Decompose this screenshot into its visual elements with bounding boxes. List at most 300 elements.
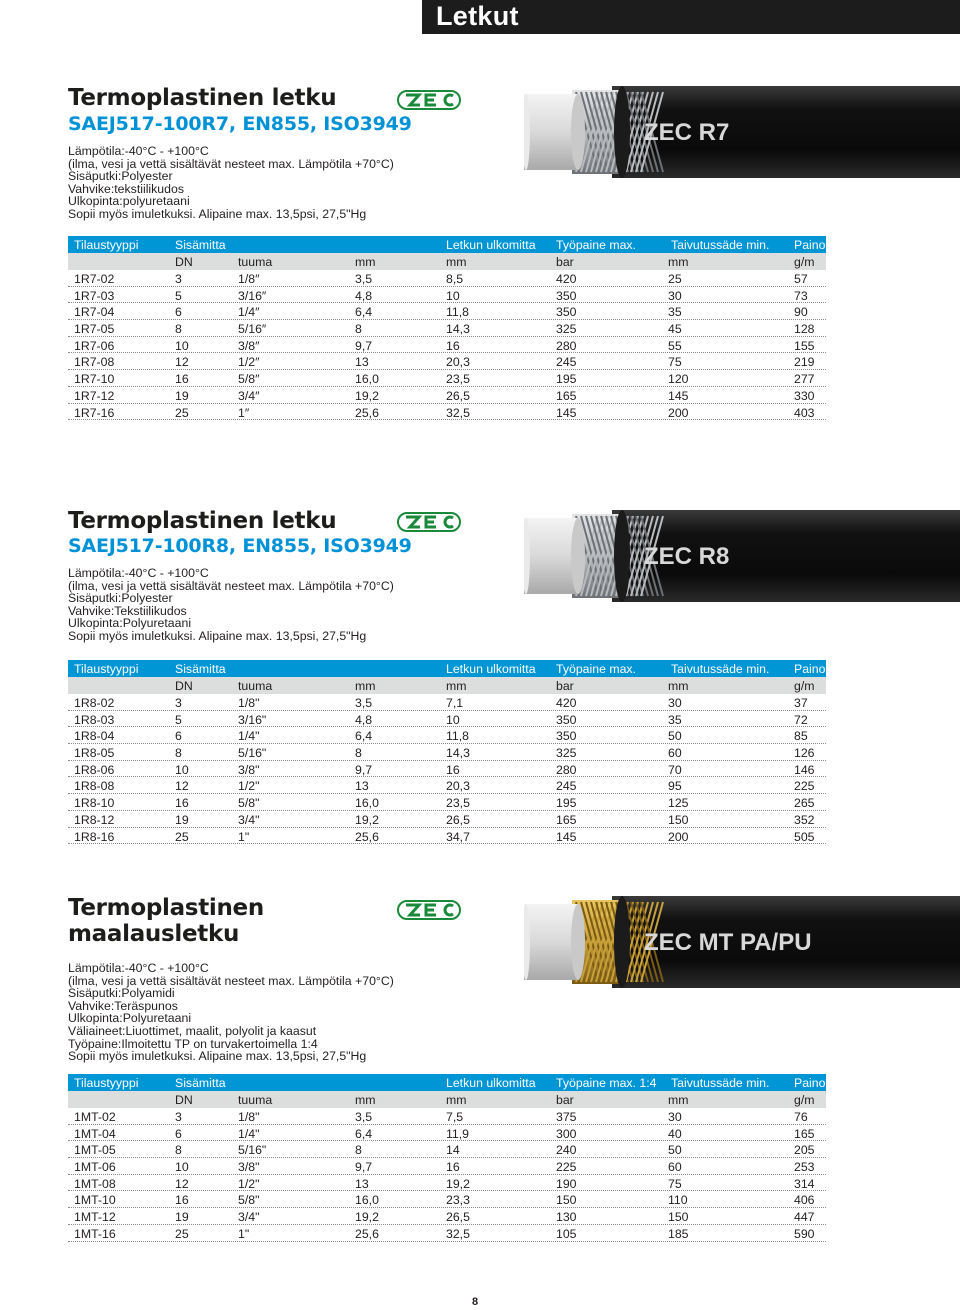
spec-value: Polyuretaani bbox=[122, 1011, 192, 1026]
spec-key: Lämpötila: bbox=[68, 144, 125, 158]
section-title-line: maalausletku bbox=[68, 921, 240, 947]
table-cell: 5/16″ bbox=[238, 322, 267, 337]
table-cell: 205 bbox=[794, 1143, 815, 1158]
table-cell: 76 bbox=[794, 1110, 808, 1124]
table-unit-cell: mm bbox=[355, 679, 376, 693]
table-cell: 13 bbox=[355, 355, 369, 370]
table-cell: 14,3 bbox=[446, 746, 470, 761]
table-cell: 20,3 bbox=[446, 355, 470, 370]
table-cell: 155 bbox=[794, 338, 815, 353]
table-cell: 57 bbox=[794, 272, 808, 286]
table-unit-cell: DN bbox=[175, 679, 193, 693]
table-cell: 9,7 bbox=[355, 338, 373, 353]
table-cell: 300 bbox=[556, 1126, 577, 1141]
table-cell: 350 bbox=[556, 729, 577, 744]
table-row bbox=[68, 337, 826, 354]
table-row bbox=[68, 694, 826, 711]
spec-value: polyuretaani bbox=[122, 194, 190, 209]
table-cell: 3/16″ bbox=[238, 288, 267, 303]
table-cell: 225 bbox=[794, 779, 815, 794]
spec-list bbox=[68, 962, 394, 1063]
section-title bbox=[68, 895, 264, 947]
spec-value: Polyester bbox=[121, 169, 173, 184]
table-cell: 8 bbox=[355, 1143, 362, 1158]
table-cell: 5 bbox=[175, 712, 182, 727]
spec-value: Sopii myös imuletkuksi. Alipaine max. 13,5psi, 27,5"Hg bbox=[68, 628, 367, 643]
table-row bbox=[68, 794, 826, 811]
table-cell: 128 bbox=[794, 322, 815, 337]
table-cell: 90 bbox=[794, 305, 808, 320]
table-unit-cell: bar bbox=[556, 1093, 574, 1107]
table-cell: 1/4" bbox=[238, 1126, 260, 1141]
table-cell: 60 bbox=[668, 746, 682, 761]
table-cell: 505 bbox=[794, 829, 815, 844]
hose-image bbox=[524, 892, 960, 992]
table-cell: 1R8-04 bbox=[74, 729, 115, 744]
table-cell: 8 bbox=[175, 1143, 182, 1158]
table-cell: 105 bbox=[556, 1226, 577, 1241]
table-cell: 1R8-03 bbox=[74, 712, 115, 727]
table-cell: 185 bbox=[668, 1226, 689, 1241]
spec-value: Sopii myös imuletkuksi. Alipaine max. 13,5psi, 27,5"Hg bbox=[68, 1049, 367, 1064]
table-unit-cell: DN bbox=[175, 255, 193, 269]
table-cell: 330 bbox=[794, 388, 815, 403]
spec-value: (ilma, vesi ja vettä sisältävät nesteet max. Lämpötila +70°C) bbox=[68, 578, 394, 593]
table-header-cell: Taivutussäde min. bbox=[671, 662, 770, 676]
table-cell: 1" bbox=[238, 1226, 250, 1241]
table-cell: 280 bbox=[556, 338, 577, 353]
spec-key: Ulkopinta: bbox=[68, 194, 123, 209]
table-row bbox=[68, 353, 826, 370]
table-cell: 8,5 bbox=[446, 272, 464, 286]
table-row bbox=[68, 744, 826, 761]
spec-key: Sisäputki: bbox=[68, 169, 122, 184]
table-cell: 1R7-08 bbox=[74, 355, 115, 370]
table-cell: 35 bbox=[668, 305, 682, 320]
table-cell: 19,2 bbox=[446, 1176, 470, 1191]
table-cell: 195 bbox=[556, 372, 577, 387]
table-cell: 1MT-16 bbox=[74, 1226, 116, 1241]
table-cell: 1R8-08 bbox=[74, 779, 115, 794]
table-cell: 75 bbox=[668, 1176, 682, 1191]
table-cell: 590 bbox=[794, 1226, 815, 1241]
table-cell: 55 bbox=[668, 338, 682, 353]
spec-key: Ulkopinta: bbox=[68, 616, 123, 631]
table-cell: 25,6 bbox=[355, 405, 379, 420]
table-unit-cell: mm bbox=[355, 255, 376, 269]
table-cell: 85 bbox=[794, 729, 808, 744]
table-cell: 19,2 bbox=[355, 812, 379, 827]
table-cell: 75 bbox=[668, 355, 682, 370]
table-cell: 32,5 bbox=[446, 1226, 470, 1241]
table-cell: 1″ bbox=[238, 405, 250, 420]
table-cell: 240 bbox=[556, 1143, 577, 1158]
table-header-cell: Työpaine max. bbox=[556, 238, 636, 252]
hose-label: ZEC MT PA/PU bbox=[644, 929, 812, 956]
table-cell: 13 bbox=[355, 779, 369, 794]
table-cell: 32,5 bbox=[446, 405, 470, 420]
table-cell: 10 bbox=[175, 338, 189, 353]
table-row bbox=[68, 1191, 826, 1208]
table-cell: 277 bbox=[794, 372, 815, 387]
table-cell: 1MT-05 bbox=[74, 1143, 116, 1158]
table-unit-cell: mm bbox=[446, 255, 467, 269]
table-header-cell: Sisämitta bbox=[175, 238, 226, 252]
table-cell: 165 bbox=[794, 1126, 815, 1141]
spec-list bbox=[68, 145, 394, 221]
table-header-cell: Letkun ulkomitta bbox=[446, 238, 536, 252]
table-cell: 72 bbox=[794, 712, 808, 727]
table-cell: 8 bbox=[355, 746, 362, 761]
table-unit-cell: tuuma bbox=[238, 255, 273, 269]
section-subtitle: SAEJ517-100R7, EN855, ISO3949 bbox=[68, 113, 412, 135]
table-cell: 1R8-12 bbox=[74, 812, 115, 827]
table-cell: 325 bbox=[556, 322, 577, 337]
table-row bbox=[68, 320, 826, 337]
table-cell: 7,1 bbox=[446, 696, 464, 710]
table-cell: 19 bbox=[175, 812, 189, 827]
table-cell: 16 bbox=[446, 1160, 460, 1175]
page-number: 8 bbox=[472, 1296, 479, 1308]
table-cell: 420 bbox=[556, 272, 577, 286]
table-cell: 245 bbox=[556, 355, 577, 370]
table-cell: 447 bbox=[794, 1210, 815, 1225]
table-cell: 1R7-06 bbox=[74, 338, 115, 353]
table-cell: 9,7 bbox=[355, 1160, 373, 1175]
spec-key: Vahvike: bbox=[68, 998, 115, 1013]
table-cell: 219 bbox=[794, 355, 815, 370]
table-cell: 350 bbox=[556, 305, 577, 320]
table-header-cell: Paino bbox=[794, 662, 826, 676]
table-unit-cell: g/m bbox=[794, 1093, 815, 1107]
table-cell: 4,8 bbox=[355, 288, 373, 303]
spec-table bbox=[68, 236, 826, 420]
table-cell: 12 bbox=[175, 1176, 189, 1191]
table-cell: 25,6 bbox=[355, 829, 379, 844]
table-cell: 1/8" bbox=[238, 1110, 260, 1124]
table-header-row bbox=[68, 660, 826, 677]
table-cell: 25 bbox=[175, 829, 189, 844]
table-cell: 14 bbox=[446, 1143, 460, 1158]
table-header-row bbox=[68, 236, 826, 253]
section-title bbox=[68, 85, 336, 111]
table-cell: 130 bbox=[556, 1210, 577, 1225]
table-header-cell: Paino bbox=[794, 238, 826, 252]
table-cell: 25 bbox=[175, 1226, 189, 1241]
table-cell: 150 bbox=[668, 1210, 689, 1225]
table-cell: 145 bbox=[556, 405, 577, 420]
table-cell: 314 bbox=[794, 1176, 815, 1191]
spec-key: Lämpötila: bbox=[68, 961, 125, 975]
table-cell: 1R7-16 bbox=[74, 405, 115, 420]
table-row bbox=[68, 811, 826, 828]
table-row bbox=[68, 1141, 826, 1158]
table-cell: 6,4 bbox=[355, 305, 373, 320]
table-cell: 60 bbox=[668, 1160, 682, 1175]
table-cell: 3/4" bbox=[238, 812, 260, 827]
spec-key: Väliaineet: bbox=[68, 1023, 126, 1038]
table-cell: 11,9 bbox=[446, 1126, 470, 1141]
table-header-cell: Tilaustyyppi bbox=[74, 1076, 139, 1090]
table-cell: 26,5 bbox=[446, 388, 470, 403]
table-cell: 1/2" bbox=[238, 779, 260, 794]
hose-image bbox=[524, 506, 960, 606]
table-unit-cell: mm bbox=[355, 1093, 376, 1107]
table-unit-cell: bar bbox=[556, 679, 574, 693]
spec-table bbox=[68, 1074, 826, 1242]
zec-logo bbox=[397, 900, 461, 920]
table-cell: 126 bbox=[794, 746, 815, 761]
table-row bbox=[68, 270, 826, 287]
table-unit-cell: DN bbox=[175, 1093, 193, 1107]
table-cell: 325 bbox=[556, 746, 577, 761]
table-cell: 145 bbox=[668, 388, 689, 403]
table-cell: 16,0 bbox=[355, 1193, 379, 1208]
spec-key: Vahvike: bbox=[68, 181, 115, 196]
table-cell: 8 bbox=[175, 322, 182, 337]
table-cell: 37 bbox=[794, 696, 808, 710]
table-cell: 165 bbox=[556, 812, 577, 827]
table-cell: 6 bbox=[175, 729, 182, 744]
table-cell: 5 bbox=[175, 288, 182, 303]
table-cell: 280 bbox=[556, 762, 577, 777]
table-header-cell: Sisämitta bbox=[175, 1076, 226, 1090]
table-header-cell: Taivutussäde min. bbox=[671, 1076, 770, 1090]
spec-value: Polyuretaani bbox=[122, 616, 192, 631]
table-cell: 73 bbox=[794, 288, 808, 303]
table-cell: 19 bbox=[175, 1210, 189, 1225]
table-cell: 150 bbox=[556, 1193, 577, 1208]
table-cell: 14,3 bbox=[446, 322, 470, 337]
table-row bbox=[68, 370, 826, 387]
table-row bbox=[68, 404, 826, 421]
spec-value: (ilma, vesi ja vettä sisältävät nesteet max. Lämpötila +70°C) bbox=[68, 156, 394, 171]
table-cell: 16 bbox=[175, 796, 189, 811]
table-cell: 1/8″ bbox=[238, 272, 260, 286]
table-cell: 1MT-04 bbox=[74, 1126, 116, 1141]
table-cell: 6 bbox=[175, 305, 182, 320]
table-cell: 10 bbox=[446, 712, 460, 727]
table-cell: 1R8-02 bbox=[74, 696, 115, 710]
table-unit-cell: g/m bbox=[794, 255, 815, 269]
table-cell: 352 bbox=[794, 812, 815, 827]
table-cell: 403 bbox=[794, 405, 815, 420]
table-row bbox=[68, 1208, 826, 1225]
zec-logo bbox=[397, 90, 461, 110]
section-title-line: Termoplastinen letku bbox=[68, 508, 337, 534]
table-cell: 11,8 bbox=[446, 729, 470, 744]
table-header-cell: Tilaustyyppi bbox=[74, 662, 139, 676]
table-row bbox=[68, 1225, 826, 1242]
spec-value: (ilma, vesi ja vettä sisältävät nesteet max. Lämpötila +70°C) bbox=[68, 973, 394, 988]
table-cell: 19,2 bbox=[355, 388, 379, 403]
table-row bbox=[68, 287, 826, 304]
table-cell: 30 bbox=[668, 288, 682, 303]
spec-row bbox=[68, 1050, 394, 1063]
table-cell: 16 bbox=[446, 338, 460, 353]
table-cell: 1MT-08 bbox=[74, 1176, 116, 1191]
table-cell: 145 bbox=[556, 829, 577, 844]
table-row bbox=[68, 1158, 826, 1175]
table-header-row bbox=[68, 1074, 826, 1091]
table-cell: 253 bbox=[794, 1160, 815, 1175]
table-cell: 1R7-02 bbox=[74, 272, 115, 286]
table-unit-cell: mm bbox=[668, 1093, 689, 1107]
table-cell: 1/2" bbox=[238, 1176, 260, 1191]
table-cell: 406 bbox=[794, 1193, 815, 1208]
table-unit-cell: bar bbox=[556, 255, 574, 269]
table-cell: 9,7 bbox=[355, 762, 373, 777]
table-cell: 1R7-04 bbox=[74, 305, 115, 320]
table-cell: 20,3 bbox=[446, 779, 470, 794]
table-cell: 3/8″ bbox=[238, 338, 260, 353]
spec-list bbox=[68, 567, 394, 643]
table-cell: 26,5 bbox=[446, 812, 470, 827]
hose-label: ZEC R8 bbox=[644, 543, 730, 570]
table-cell: 19,2 bbox=[355, 1210, 379, 1225]
table-cell: 30 bbox=[668, 1110, 682, 1124]
table-unit-cell: mm bbox=[668, 679, 689, 693]
table-row bbox=[68, 1125, 826, 1142]
table-cell: 5/16" bbox=[238, 1143, 267, 1158]
table-cell: 3/16" bbox=[238, 712, 267, 727]
table-cell: 225 bbox=[556, 1160, 577, 1175]
section-title bbox=[68, 508, 336, 534]
table-cell: 195 bbox=[556, 796, 577, 811]
table-cell: 16,0 bbox=[355, 372, 379, 387]
table-cell: 146 bbox=[794, 762, 815, 777]
spec-value: -40°C - +100°C bbox=[124, 566, 209, 580]
table-cell: 5/8" bbox=[238, 796, 260, 811]
spec-value: tekstiilikudos bbox=[114, 181, 184, 196]
table-cell: 200 bbox=[668, 405, 689, 420]
table-cell: 1R7-10 bbox=[74, 372, 115, 387]
table-cell: 1R8-05 bbox=[74, 746, 115, 761]
table-cell: 95 bbox=[668, 779, 682, 794]
spec-key: Työpaine: bbox=[68, 1036, 122, 1051]
table-row bbox=[68, 303, 826, 320]
table-cell: 200 bbox=[668, 829, 689, 844]
table-cell: 30 bbox=[668, 696, 682, 710]
table-row bbox=[68, 777, 826, 794]
table-cell: 35 bbox=[668, 712, 682, 727]
table-cell: 5/16" bbox=[238, 746, 267, 761]
spec-key: Sisäputki: bbox=[68, 591, 122, 606]
table-row bbox=[68, 1108, 826, 1125]
table-unit-cell: mm bbox=[446, 679, 467, 693]
table-cell: 350 bbox=[556, 712, 577, 727]
table-cell: 10 bbox=[175, 762, 189, 777]
table-cell: 16 bbox=[446, 762, 460, 777]
table-cell: 350 bbox=[556, 288, 577, 303]
table-cell: 25 bbox=[668, 272, 682, 286]
table-cell: 165 bbox=[556, 388, 577, 403]
table-cell: 3/8" bbox=[238, 1160, 260, 1175]
table-header-cell: Työpaine max. 1:4 bbox=[556, 1076, 657, 1090]
table-cell: 3 bbox=[175, 1110, 182, 1124]
table-cell: 6 bbox=[175, 1126, 182, 1141]
spec-value: -40°C - +100°C bbox=[124, 144, 209, 158]
spec-value: -40°C - +100°C bbox=[124, 961, 209, 975]
table-cell: 3,5 bbox=[355, 1110, 373, 1124]
table-unit-cell: tuuma bbox=[238, 1093, 273, 1107]
table-header-cell: Sisämitta bbox=[175, 662, 226, 676]
table-cell: 120 bbox=[668, 372, 689, 387]
table-cell: 10 bbox=[175, 1160, 189, 1175]
spec-value: Teräspunos bbox=[114, 998, 178, 1013]
table-cell: 125 bbox=[668, 796, 689, 811]
hose-image bbox=[524, 82, 960, 182]
table-units-row bbox=[68, 677, 826, 694]
table-cell: 265 bbox=[794, 796, 815, 811]
table-cell: 16 bbox=[175, 1193, 189, 1208]
table-row bbox=[68, 727, 826, 744]
table-row bbox=[68, 828, 826, 845]
table-cell: 16,0 bbox=[355, 796, 379, 811]
table-cell: 1R8-06 bbox=[74, 762, 115, 777]
table-cell: 10 bbox=[446, 288, 460, 303]
table-unit-cell: mm bbox=[668, 255, 689, 269]
table-row bbox=[68, 761, 826, 778]
table-cell: 25,6 bbox=[355, 1226, 379, 1241]
section-title-line: Termoplastinen letku bbox=[68, 85, 337, 111]
header-bar bbox=[0, 0, 960, 34]
table-cell: 5/8" bbox=[238, 1193, 260, 1208]
table-cell: 3/4″ bbox=[238, 388, 260, 403]
table-header-cell: Letkun ulkomitta bbox=[446, 662, 536, 676]
table-unit-cell: mm bbox=[446, 1093, 467, 1107]
section-title-line: Termoplastinen bbox=[68, 895, 264, 921]
spec-key: Sisäputki: bbox=[68, 986, 122, 1001]
table-cell: 1R7-05 bbox=[74, 322, 115, 337]
table-cell: 1/8" bbox=[238, 696, 260, 710]
spec-value: Tekstiilikudos bbox=[114, 603, 187, 618]
spec-key: Lämpötila: bbox=[68, 566, 125, 580]
table-cell: 3/8" bbox=[238, 762, 260, 777]
table-cell: 25 bbox=[175, 405, 189, 420]
table-cell: 34,7 bbox=[446, 829, 470, 844]
table-header-cell: Tilaustyyppi bbox=[74, 238, 139, 252]
table-unit-cell: g/m bbox=[794, 679, 815, 693]
table-cell: 1/4" bbox=[238, 729, 260, 744]
zec-logo bbox=[397, 512, 461, 532]
spec-value: Liuottimet, maalit, polyolit ja kaasut bbox=[125, 1023, 317, 1038]
table-cell: 110 bbox=[668, 1193, 688, 1208]
spec-value: Polyamidi bbox=[121, 986, 175, 1001]
table-cell: 7,5 bbox=[446, 1110, 464, 1124]
table-cell: 1MT-06 bbox=[74, 1160, 116, 1175]
spec-table bbox=[68, 660, 826, 844]
table-cell: 23,3 bbox=[446, 1193, 470, 1208]
spec-value: Polyester bbox=[121, 591, 173, 606]
table-cell: 1/2″ bbox=[238, 355, 260, 370]
table-cell: 26,5 bbox=[446, 1210, 470, 1225]
table-cell: 1R7-12 bbox=[74, 388, 115, 403]
table-cell: 11,8 bbox=[446, 305, 470, 320]
table-cell: 3,5 bbox=[355, 272, 373, 286]
table-cell: 13 bbox=[355, 1176, 369, 1191]
table-cell: 23,5 bbox=[446, 372, 470, 387]
table-cell: 375 bbox=[556, 1110, 577, 1124]
spec-key: Vahvike: bbox=[68, 603, 115, 618]
table-cell: 1MT-10 bbox=[74, 1193, 116, 1208]
table-cell: 150 bbox=[668, 812, 689, 827]
page-title: Letkut bbox=[436, 1, 519, 31]
spec-row bbox=[68, 208, 394, 221]
spec-key: Ulkopinta: bbox=[68, 1011, 123, 1026]
table-cell: 1/4″ bbox=[238, 305, 260, 320]
table-cell: 420 bbox=[556, 696, 577, 710]
